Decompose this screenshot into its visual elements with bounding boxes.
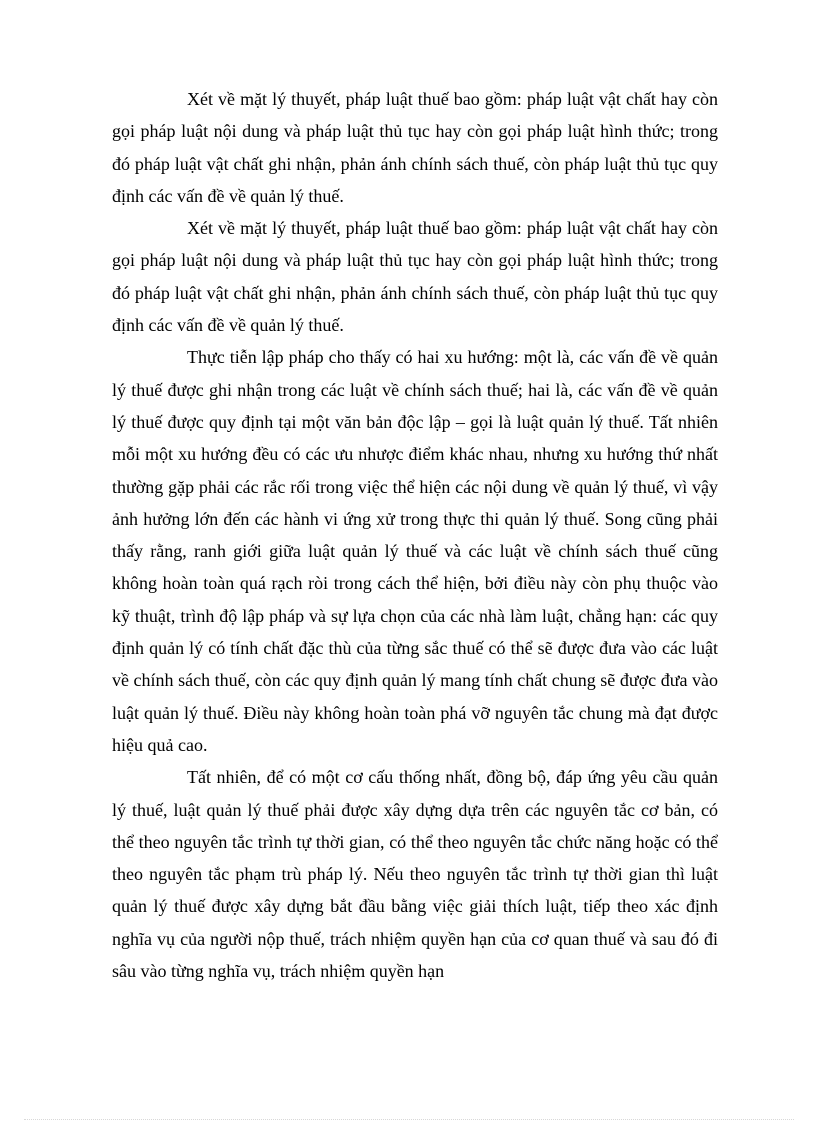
paragraph-3: Thực tiễn lập pháp cho thấy có hai xu hướng: một là, các vấn đề về quản lý thuế được ghi nhận trong các luật về chính sách thuế; hai là, các vấn đề về quản lý thuế được quy định tại một văn bản độc lập – gọi là luật quản lý thuế. Tất nhiên mỗi một xu hướng đều có các ưu nhược điểm khác nhau, nhưng xu hướng thứ nhất thường gặp phải các rắc rối trong việc thể hiện các nội dung về quản lý thuế, vì vậy ảnh hưởng lớn đến các hành vi ứng xử trong thực thi quản lý thuế. Song cũng phải thấy rằng, ranh giới giữa luật quản lý thuế và các luật về chính sách thuế cũng không hoàn toàn quá rạch ròi trong cách thể hiện, bởi điều này còn phụ thuộc vào kỹ thuật, trình độ lập pháp và sự lựa chọn của các nhà làm luật, chẳng hạn: các quy định quản lý có tính chất đặc thù của từng sắc thuế có thể sẽ được đưa vào các luật về chính sách thuế, còn các quy định quản lý mang tính chất chung sẽ được đưa vào luật quản lý thuế. Điều này không hoàn toàn phá vỡ nguyên tắc chung mà đạt được hiệu quả cao.	[112, 347, 718, 755]
document-body	[112, 83, 718, 987]
paragraph-1: Xét về mặt lý thuyết, pháp luật thuế bao gồm: pháp luật vật chất hay còn gọi pháp luật nội dung và pháp luật thủ tục hay còn gọi pháp luật hình thức; trong đó pháp luật vật chất ghi nhận, phản ánh chính sách thuế, còn pháp luật thủ tục quy định các vấn đề về quản lý thuế.	[112, 89, 718, 206]
page-bottom-divider	[24, 1119, 794, 1120]
paragraph-4: Tất nhiên, để có một cơ cấu thống nhất, đồng bộ, đáp ứng yêu cầu quản lý thuế, luật quản lý thuế phải được xây dựng dựa trên các nguyên tắc cơ bản, có thể theo nguyên tắc trình tự thời gian, có thể theo nguyên tắc chức năng hoặc có thể theo nguyên tắc phạm trù pháp lý. Nếu theo nguyên tắc trình tự thời gian thì luật quản lý thuế được xây dựng bắt đầu bằng việc giải thích luật, tiếp theo xác định nghĩa vụ của người nộp thuế, trách nhiệm quyền hạn của cơ quan thuế và sau đó đi sâu vào từng nghĩa vụ, trách nhiệm quyền hạn	[112, 767, 718, 982]
paragraph-2: Xét về mặt lý thuyết, pháp luật thuế bao gồm: pháp luật vật chất hay còn gọi pháp luật nội dung và pháp luật thủ tục hay còn gọi pháp luật hình thức; trong đó pháp luật vật chất ghi nhận, phản ánh chính sách thuế, còn pháp luật thủ tục quy định các vấn đề về quản lý thuế.	[112, 218, 718, 336]
